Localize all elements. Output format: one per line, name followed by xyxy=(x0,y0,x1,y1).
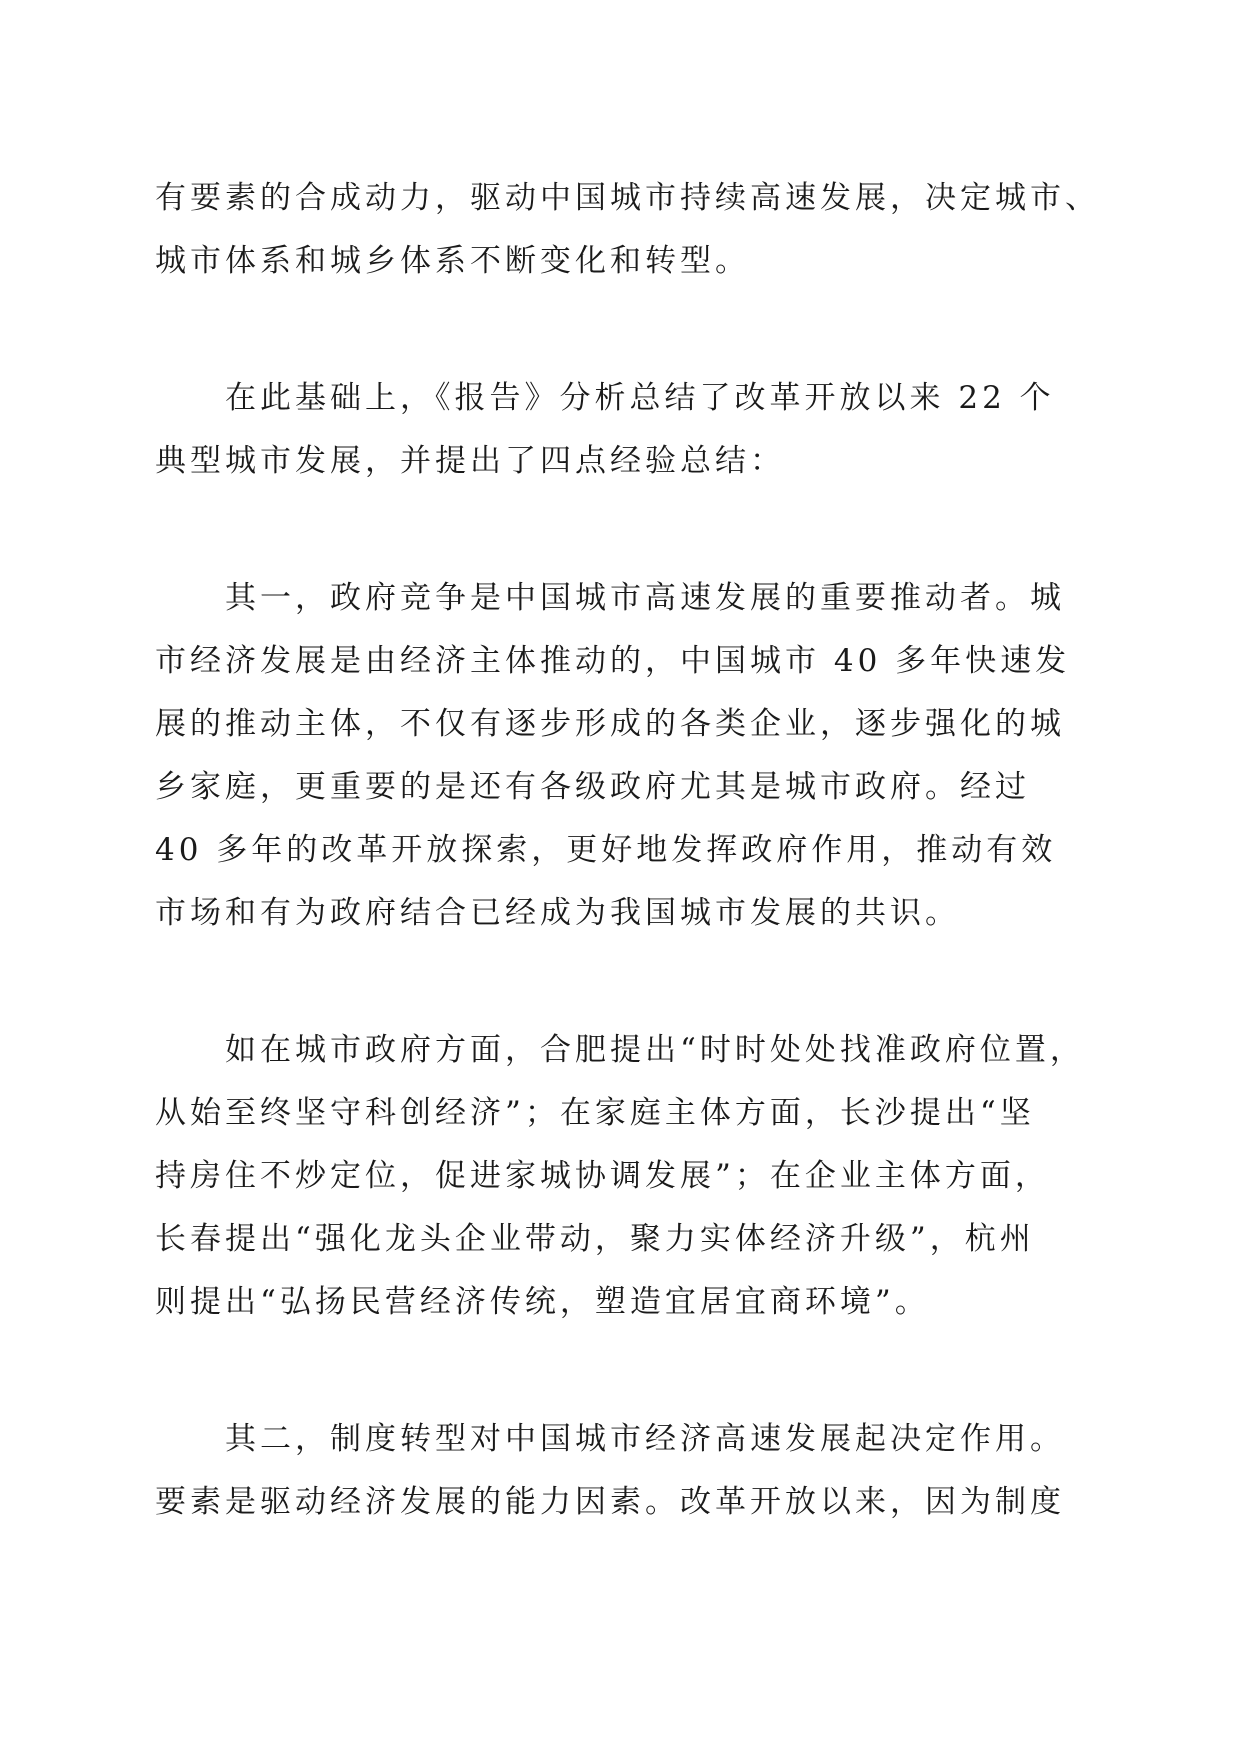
text-line: 市经济发展是由经济主体推动的，中国城市 40 多年快速发 xyxy=(155,643,1071,679)
paragraph-gap xyxy=(155,945,1095,1019)
paragraph-gap xyxy=(155,1334,1095,1408)
text-line: 则提出“弘扬民营经济传统，塑造宜居宜商环境”。 xyxy=(155,1284,930,1320)
paragraph-5 xyxy=(155,1408,1095,1534)
text-line: 40 多年的改革开放探索，更好地发挥政府作用，推动有效 xyxy=(155,832,1057,868)
text-line: 典型城市发展，并提出了四点经验总结： xyxy=(155,443,785,479)
text-line: 要素是驱动经济发展的能力因素。改革开放以来，因为制度 xyxy=(155,1484,1065,1520)
text-line: 乡家庭，更重要的是还有各级政府尤其是城市政府。经过 xyxy=(155,769,1030,805)
paragraph-gap xyxy=(155,493,1095,567)
document-body xyxy=(155,167,1100,1534)
text-line: 如在城市政府方面，合肥提出“时时处处找准政府位置， xyxy=(155,1032,1085,1068)
text-line: 城市体系和城乡体系不断变化和转型。 xyxy=(155,243,750,279)
paragraph-2 xyxy=(155,367,1095,493)
paragraph-gap xyxy=(155,293,1095,367)
text-line: 其一，政府竞争是中国城市高速发展的重要推动者。城 xyxy=(155,580,1065,616)
text-line: 有要素的合成动力，驱动中国城市持续高速发展，决定城市、 xyxy=(155,180,1100,216)
text-line: 长春提出“强化龙头企业带动，聚力实体经济升级”，杭州 xyxy=(155,1221,1035,1257)
paragraph-4 xyxy=(155,1019,1095,1334)
text-line: 从始至终坚守科创经济”；在家庭主体方面，长沙提出“坚 xyxy=(155,1095,1035,1131)
paragraph-1 xyxy=(155,167,1100,293)
paragraph-3 xyxy=(155,567,1095,945)
text-line: 持房住不炒定位，促进家城协调发展”；在企业主体方面， xyxy=(155,1158,1050,1194)
text-line: 市场和有为政府结合已经成为我国城市发展的共识。 xyxy=(155,895,960,931)
text-line: 在此基础上，《报告》分析总结了改革开放以来 22 个 xyxy=(155,380,1055,416)
text-line: 展的推动主体，不仅有逐步形成的各类企业，逐步强化的城 xyxy=(155,706,1065,742)
text-line: 其二，制度转型对中国城市经济高速发展起决定作用。 xyxy=(155,1421,1065,1457)
